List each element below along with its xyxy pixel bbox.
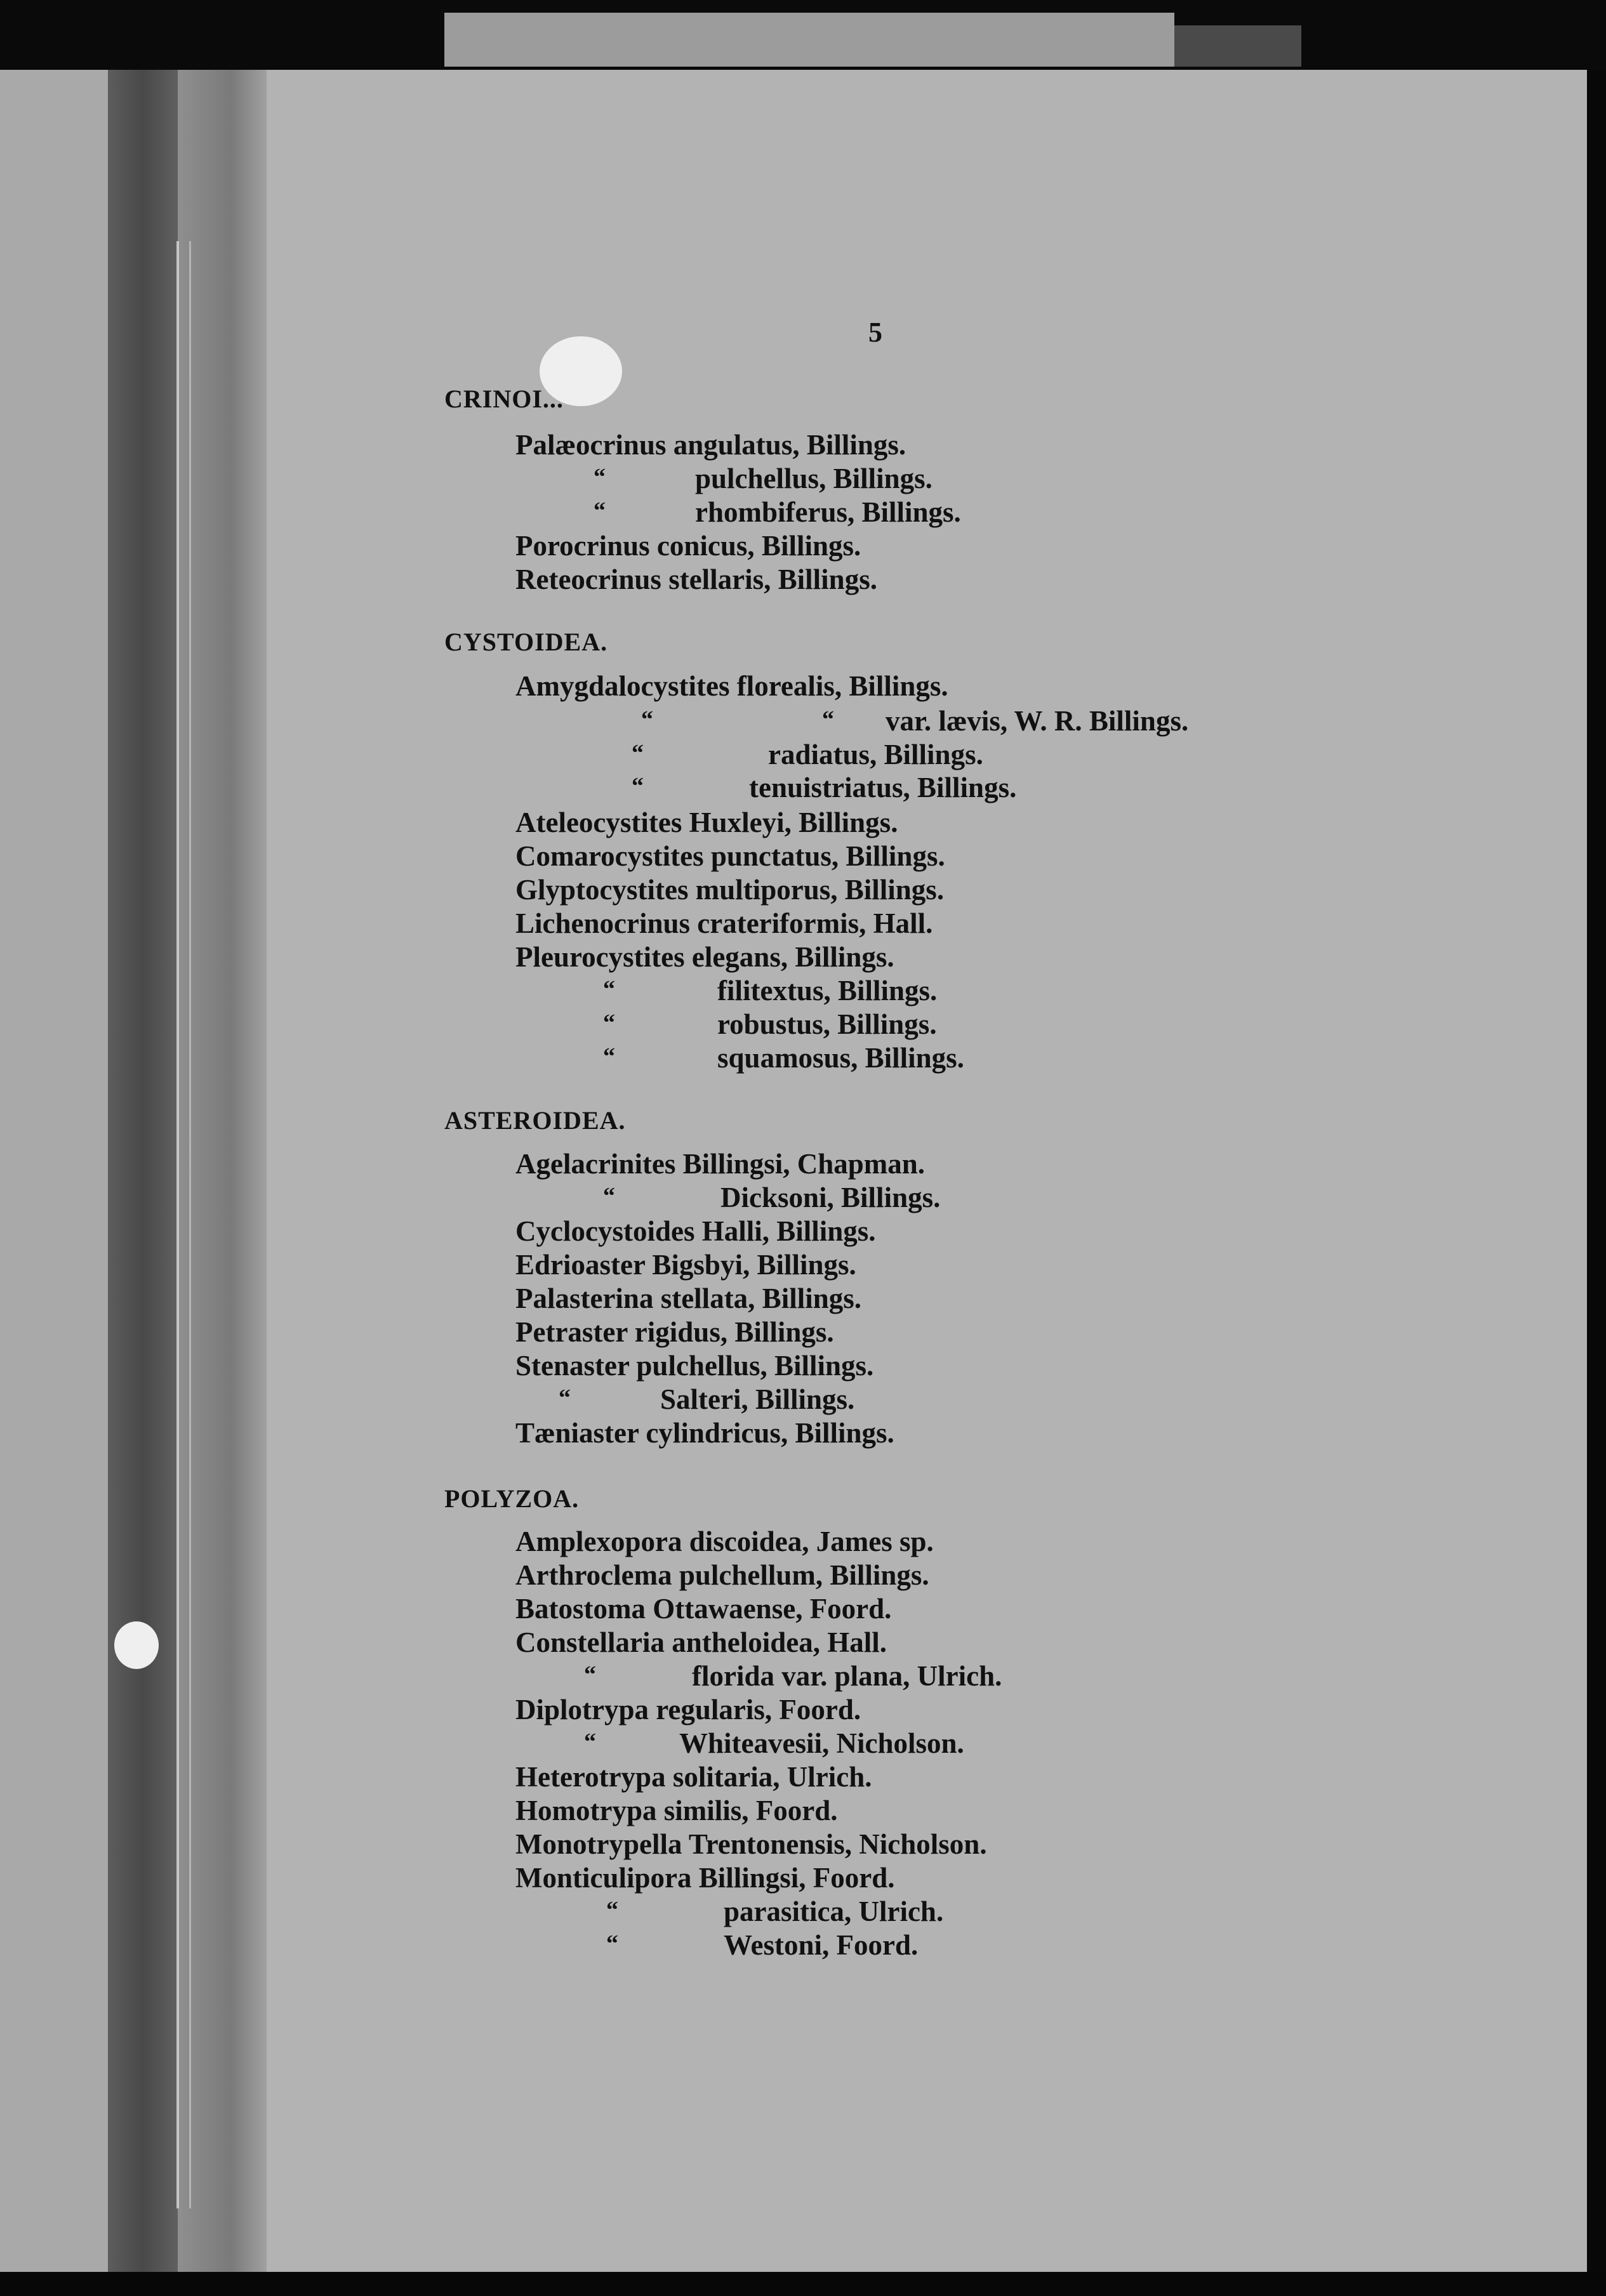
ditto-mark: “ xyxy=(559,1385,571,1411)
list-item: Lichenocrinus crateriformis, Hall. xyxy=(515,907,933,939)
list-item: Comarocystites punctatus, Billings. xyxy=(515,840,945,872)
list-item: Amplexopora discoidea, James sp. xyxy=(515,1526,934,1557)
list-item: florida var. plana, Ulrich. xyxy=(692,1660,1002,1692)
list-item: var. lævis, W. R. Billings. xyxy=(886,705,1189,737)
paper-blot xyxy=(114,1621,159,1669)
list-item: rhombiferus, Billings. xyxy=(695,496,961,528)
ditto-mark: “ xyxy=(603,1043,615,1070)
list-item: Edrioaster Bigsbyi, Billings. xyxy=(515,1249,856,1281)
list-item: squamosus, Billings. xyxy=(717,1042,964,1074)
ditto-mark: “ xyxy=(632,773,644,800)
list-item: Diplotrypa regularis, Foord. xyxy=(515,1694,861,1725)
list-item: robustus, Billings. xyxy=(717,1008,937,1040)
list-item: Monticulipora Billingsi, Foord. xyxy=(515,1862,895,1894)
ditto-mark: “ xyxy=(594,498,606,524)
list-item: filitextus, Billings. xyxy=(717,975,938,1006)
list-item: Palasterina stellata, Billings. xyxy=(515,1283,861,1314)
list-item: Homotrypa similis, Foord. xyxy=(515,1795,838,1826)
ditto-mark: “ xyxy=(603,1183,615,1210)
list-item: Heterotrypa solitaria, Ulrich. xyxy=(515,1761,872,1793)
list-item: Pleurocystites elegans, Billings. xyxy=(515,941,894,973)
list-item: Stenaster pulchellus, Billings. xyxy=(515,1350,874,1382)
list-item: parasitica, Ulrich. xyxy=(724,1896,944,1927)
list-item: Tæniaster cylindricus, Billings. xyxy=(515,1417,894,1449)
ditto-mark: “ xyxy=(584,1661,596,1688)
ditto-mark: “ xyxy=(606,1930,618,1957)
list-item: Salteri, Billings. xyxy=(660,1383,855,1415)
ditto-mark: “ xyxy=(641,706,653,733)
list-item: Arthroclema pulchellum, Billings. xyxy=(515,1559,929,1591)
binding-thread xyxy=(176,241,191,2208)
list-item: Amygdalocystites florealis, Billings. xyxy=(515,670,948,702)
list-item: Agelacrinites Billingsi, Chapman. xyxy=(515,1148,926,1180)
list-item: pulchellus, Billings. xyxy=(695,463,932,494)
book-gutter xyxy=(178,70,267,2272)
ditto-mark: “ xyxy=(603,1010,615,1036)
scan-top-strip-shadow xyxy=(1174,25,1301,67)
ditto-mark: “ xyxy=(594,464,606,491)
section-heading-crinoidea: CRINOI... xyxy=(444,385,564,413)
list-item: Whiteavesii, Nicholson. xyxy=(679,1727,964,1759)
list-item: Dicksoni, Billings. xyxy=(720,1182,941,1213)
ditto-mark: “ xyxy=(584,1729,596,1755)
section-heading-polyzoa: POLYZOA. xyxy=(444,1484,580,1513)
list-item: Monotrypella Trentonensis, Nicholson. xyxy=(515,1828,987,1860)
list-item: Reteocrinus stellaris, Billings. xyxy=(515,564,877,595)
scan-bottom-border xyxy=(0,2272,1606,2296)
scan-right-border xyxy=(1587,70,1606,2296)
book-binding-shadow xyxy=(108,70,178,2272)
list-item: Batostoma Ottawaense, Foord. xyxy=(515,1593,892,1625)
ditto-mark: “ xyxy=(822,706,834,733)
list-item: tenuistriatus, Billings. xyxy=(749,772,1017,803)
ditto-mark: “ xyxy=(632,740,644,767)
left-page-margin xyxy=(0,70,108,2272)
list-item: Glyptocystites multiporus, Billings. xyxy=(515,874,945,906)
list-item: Petraster rigidus, Billings. xyxy=(515,1316,834,1348)
list-item: Constellaria antheloidea, Hall. xyxy=(515,1626,887,1658)
page-number: 5 xyxy=(868,317,882,348)
list-item: Palæocrinus angulatus, Billings. xyxy=(515,429,906,461)
list-item: Porocrinus conicus, Billings. xyxy=(515,530,861,562)
ditto-mark: “ xyxy=(603,976,615,1003)
list-item: radiatus, Billings. xyxy=(768,739,983,770)
list-item: Cyclocystoides Halli, Billings. xyxy=(515,1215,876,1247)
ditto-mark: “ xyxy=(606,1897,618,1923)
scan-top-strip xyxy=(444,13,1174,67)
list-item: Westoni, Foord. xyxy=(724,1929,919,1961)
list-item: Ateleocystites Huxleyi, Billings. xyxy=(515,807,898,838)
section-heading-asteroidea: ASTEROIDEA. xyxy=(444,1106,626,1135)
section-heading-cystoidea: CYSTOIDEA. xyxy=(444,628,608,656)
